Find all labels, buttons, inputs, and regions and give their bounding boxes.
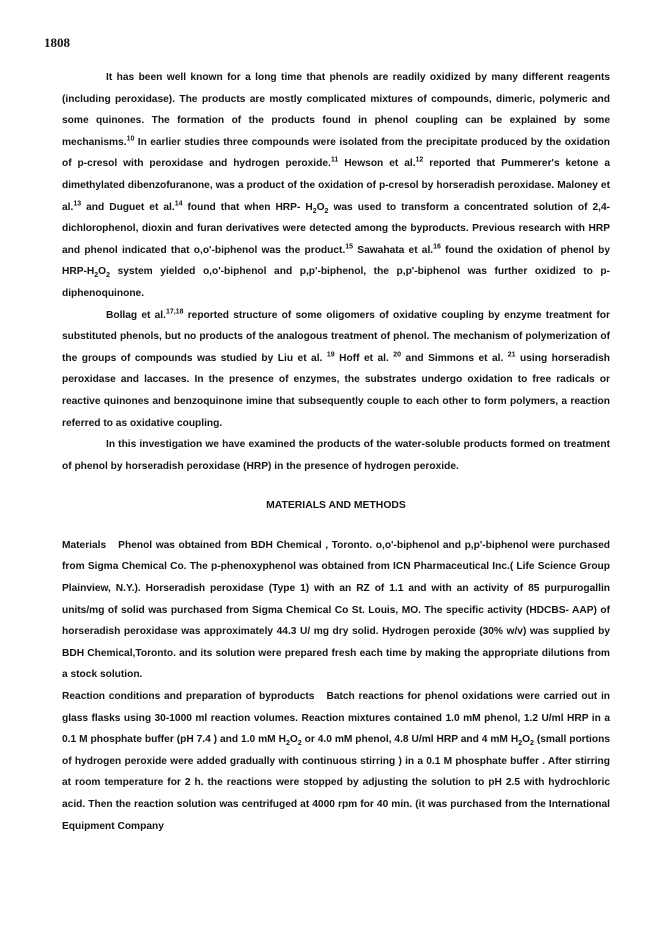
superscript: 13: [73, 200, 82, 208]
text-run: Hoff et al.: [334, 352, 394, 364]
section-heading: MATERIALS AND METHODS: [266, 500, 406, 512]
subscript: 2: [518, 740, 523, 748]
page-number: 1808: [44, 35, 70, 50]
text-run: Phenol was obtained from BDH Chemical , Toronto. o,o'-biphenol and p,p'-biphenol were purchased from Sigma Chemical Co. The p-phenoxyphenol was obtained from ICN Pharmaceutical Inc.( Life Science Group Plainview, N.Y.). Horseradish peroxidase (Type 1) with an RZ of 1.1 and with an activity of 85 purpurogallin units/mg of solid was purchased from Sigma Chemical Co St. Louis, MO. The specific activity (HDCBS- AAP) of horseradish peroxidase was approximately 44.3 U/ mg dry solid. Hydrogen peroxide (30% w/v) was supplied by BDH Chemical,Toronto. and its solution were prepared fresh each time by making the appropriate dilutions from a stock solution.: [62, 539, 610, 681]
text-run: Batch reactions for phenol oxidations were carried out in glass flasks using 30-1000 ml reaction volumes. Reaction mixtures contained 1.0 mM phenol, 1.2 U/ml HRP in a 0.1 M phosphate buffer (pH 7.4 ) and 1.0 mM H: [62, 691, 610, 746]
superscript: 16: [433, 243, 441, 251]
reaction-text: [62, 691, 610, 832]
paragraph-intro-2: [62, 305, 610, 435]
text-run: or 4.0 mM phenol, 4.8 U/ml HRP and 4 mM H: [301, 734, 519, 746]
text-run: reported that Pummerer's ketone a dimethylated dibenzofuranone, was a product of the oxidation of p-cresol by horseradish peroxidase. Maloney et al.: [62, 158, 610, 213]
text-run: O: [289, 734, 298, 746]
text-run: Hewson et al.: [338, 158, 416, 170]
subscript: 2: [324, 207, 329, 215]
paragraph-materials: [62, 535, 610, 686]
superscript: 15: [345, 243, 354, 251]
superscript: 11: [330, 156, 339, 164]
text-run: system yielded o,o'-biphenol and p,p'-biphenol, the p,p'-biphenol was further oxidized to p-diphenoquinone.: [62, 266, 610, 299]
superscript: 10: [126, 135, 135, 143]
reaction-label: Reaction conditions and preparation of byproducts: [62, 691, 315, 703]
superscript: 14: [174, 200, 183, 208]
text-run: using horseradish peroxidase and laccases. In the presence of enzymes, the substrates undergo oxidation to free radicals or reactive quinones and benzoquinone imine that subsequently couple to each other to form polymers, a reaction referred to as oxidative coupling.: [62, 352, 610, 429]
superscript: 21: [507, 351, 516, 359]
paragraph-reaction: [62, 686, 610, 837]
text-run: It has been well known for a long time that phenols are readily oxidized by many different reagents (including peroxidase). The products are mostly complicated mixtures of compounds, dimeric, polymeric and some quinones. The formation of the products found in phenol coupling can be explained by some mechanisms.: [62, 72, 610, 148]
materials-text: [62, 540, 610, 681]
text-run: reported structure of some oligomers of oxidative coupling by enzyme treatment for substituted phenols, but no products of the analogous treatment of phenol. The mechanism of polymerization of the groups of compounds was studied by Liu et al.: [62, 309, 610, 364]
text-run: (small portions of hydrogen peroxide were added gradually with continuous stirring ) in a 0.1 M phosphate buffer . After stirring at room temperature for 2 h. the reactions were stopped by adjusting the solution to pH 2.5 with hydrochloric acid. Then the reaction solution was centrifuged at 4000 rpm for 40 min. (it was purchased from the International Equipment Company: [62, 734, 610, 832]
text-run: Sawahata et al.: [353, 244, 434, 256]
subscript: 2: [94, 272, 99, 280]
text-run: O: [98, 266, 107, 278]
text-run: In earlier studies three compounds were isolated from the precipitate produced by the oxidation of p-cresol with peroxidase and hydrogen peroxide.: [62, 136, 610, 170]
text-run: and Simmons et al.: [401, 352, 508, 364]
text-run: was used to transform a concentrated solution of 2,4-dichlorophenol, dioxin and furan derivatives were detected among the byproducts. Previous research with HRP and phenol indicated that o,o'-biphenol was the product.: [62, 201, 611, 256]
text-run: O: [522, 734, 531, 746]
subscript: 2: [106, 272, 111, 280]
subscript: 2: [312, 207, 317, 215]
text-run: found the oxidation of phenol by HRP-H: [62, 244, 611, 278]
materials-label: Materials: [62, 539, 107, 551]
superscript: 17,18: [165, 308, 184, 316]
text-run: In this investigation we have examined the products of the water-soluble products formed on treatment of phenol by horseradish peroxidase (HRP) in the presence of hydrogen peroxide.: [62, 439, 610, 472]
spacer: [62, 517, 610, 535]
superscript: 20: [393, 351, 402, 359]
text-run: found that when HRP- H: [182, 201, 313, 213]
article-body: [62, 67, 610, 837]
subscript: 2: [530, 740, 534, 748]
paragraph-intro-1: [62, 67, 610, 305]
subscript: 2: [285, 740, 290, 748]
superscript: 19: [326, 351, 335, 359]
text-run: and Duguet et al.: [81, 201, 175, 213]
superscript: 12: [415, 156, 424, 164]
subscript: 2: [297, 740, 302, 748]
paragraph-intro-3: [62, 434, 610, 477]
text-run: O: [316, 201, 325, 213]
text-run: Bollag et al.: [106, 309, 166, 321]
